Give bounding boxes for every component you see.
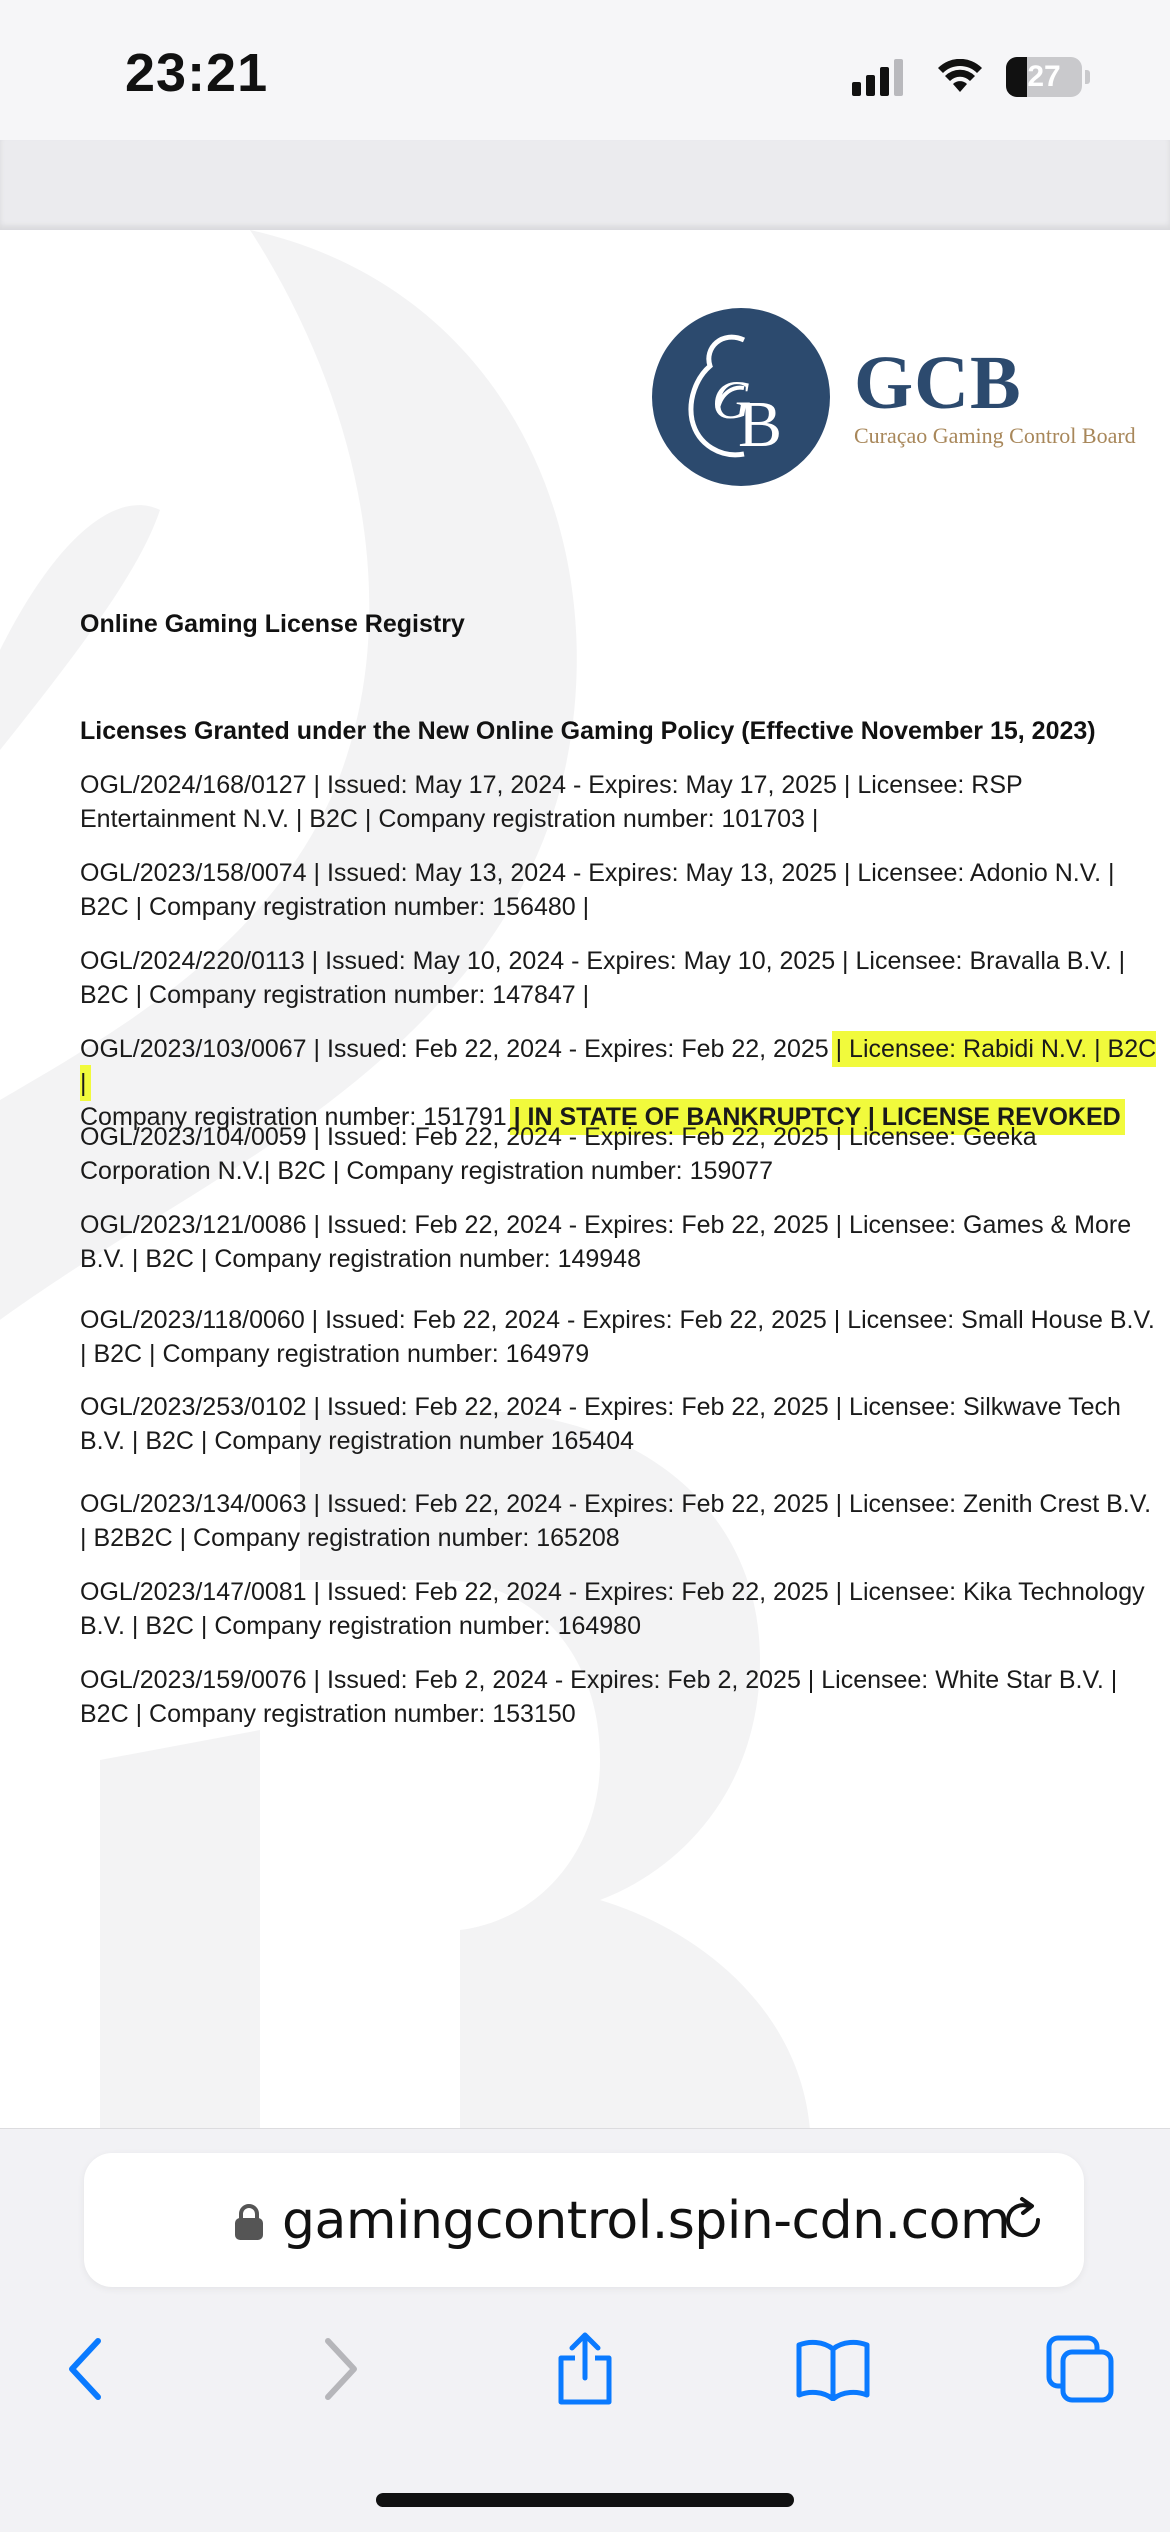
license-entry: OGL/2023/253/0102 | Issued: Feb 22, 2024 - Expires: Feb 22, 2025 | Licensee: Silkwave Tech B.V. | B2C | Company registration number 165404	[80, 1393, 1121, 1455]
tabs-icon	[1045, 2334, 1115, 2404]
home-indicator	[376, 2493, 794, 2507]
document-page[interactable]	[0, 230, 1170, 2130]
section-title: Licenses Granted under the New Online Gaming Policy (Effective November 15, 2023)	[80, 717, 1096, 745]
revoked-status-flag: | IN STATE OF BANKRUPTCY | LICENSE REVOKED	[513, 1103, 1121, 1131]
browser-bottom-bar	[0, 2128, 1170, 2532]
status-icons	[852, 52, 1090, 102]
license-entry: OGL/2024/168/0127 | Issued: May 17, 2024 - Expires: May 17, 2025 | Licensee: RSP Entertainment N.V. | B2C | Company registration number: 101703 |	[80, 771, 1023, 833]
book-icon	[795, 2337, 871, 2401]
license-entry: OGL/2023/121/0086 | Issued: Feb 22, 2024 - Expires: Feb 22, 2025 | Licensee: Games & More B.V. | B2C | Company registration number: 149948	[80, 1211, 1132, 1273]
license-entry-text: Company registration number: 151791	[80, 1103, 514, 1131]
license-entry: OGL/2023/159/0076 | Issued: Feb 2, 2024 - Expires: Feb 2, 2025 | Licensee: White Star B.V. | B2C | Company registration number: 153150	[80, 1666, 1118, 1728]
license-entry-revoked	[80, 1032, 1160, 1134]
document-title: Online Gaming License Registry	[80, 610, 465, 638]
license-entry-text: OGL/2023/103/0067 | Issued: Feb 22, 2024 - Expires: Feb 22, 2025	[80, 1035, 836, 1063]
cellular-signal-icon	[852, 58, 908, 96]
logo-text	[854, 341, 1136, 449]
logo-abbreviation: GCB	[854, 341, 1022, 425]
highlighted-licensee: | Licensee: Rabidi N.V. | B2C |	[80, 1035, 1157, 1097]
status-bar	[0, 0, 1170, 140]
share-button[interactable]	[545, 2329, 625, 2409]
tabs-button[interactable]	[1040, 2329, 1120, 2409]
toolbar-strip	[0, 140, 1170, 230]
wifi-icon	[936, 59, 984, 95]
back-chevron-icon	[66, 2337, 106, 2401]
license-entry: OGL/2023/147/0081 | Issued: Feb 22, 2024 - Expires: Feb 22, 2025 | Licensee: Kika Technology B.V. | B2C | Company registration number: 164980	[80, 1578, 1145, 1640]
address-bar[interactable]	[84, 2153, 1084, 2287]
share-icon	[553, 2332, 617, 2406]
license-entry: OGL/2023/158/0074 | Issued: May 13, 2024 - Expires: May 13, 2025 | Licensee: Adonio N.V. | B2C | Company registration number: 156480 |	[80, 859, 1115, 921]
status-time: 23:21	[125, 43, 269, 103]
emblem-letter: G	[712, 370, 751, 430]
battery-icon	[1006, 57, 1082, 97]
gcb-emblem-icon	[652, 308, 830, 486]
url-text[interactable]: gamingcontrol.spin-cdn.com	[282, 2191, 1011, 2251]
emblem-letter: B	[738, 388, 783, 461]
license-entry: OGL/2024/220/0113 | Issued: May 10, 2024 - Expires: May 10, 2025 | Licensee: Bravalla B.V. | B2C | Company registration number: 147847 |	[80, 947, 1126, 1009]
gcb-logo	[652, 308, 1136, 486]
license-entry: OGL/2023/134/0063 | Issued: Feb 22, 2024 - Expires: Feb 22, 2025 | Licensee: Zenith Crest B.V. | B2B2C | Company registration number: 165208	[80, 1490, 1152, 1552]
reload-icon[interactable]	[998, 2195, 1048, 2245]
battery-nub	[1085, 70, 1090, 84]
forward-button[interactable]	[300, 2329, 380, 2409]
license-entry: OGL/2023/104/0059 | Issued: Feb 22, 2024 - Expires: Feb 22, 2025 | Licensee: Geeka Corporation N.V.| B2C | Company registration number: 159077	[80, 1123, 1037, 1185]
license-entry: OGL/2023/118/0060 | Issued: Feb 22, 2024 - Expires: Feb 22, 2025 | Licensee: Small House B.V. | B2C | Company registration number: 164979	[80, 1306, 1155, 1368]
battery-percent: 27	[1027, 60, 1061, 93]
lock-icon	[234, 2203, 264, 2241]
logo-full-name: Curaçao Gaming Control Board	[854, 423, 1136, 448]
back-button[interactable]	[46, 2329, 126, 2409]
bookmarks-button[interactable]	[793, 2329, 873, 2409]
forward-chevron-icon	[320, 2337, 360, 2401]
